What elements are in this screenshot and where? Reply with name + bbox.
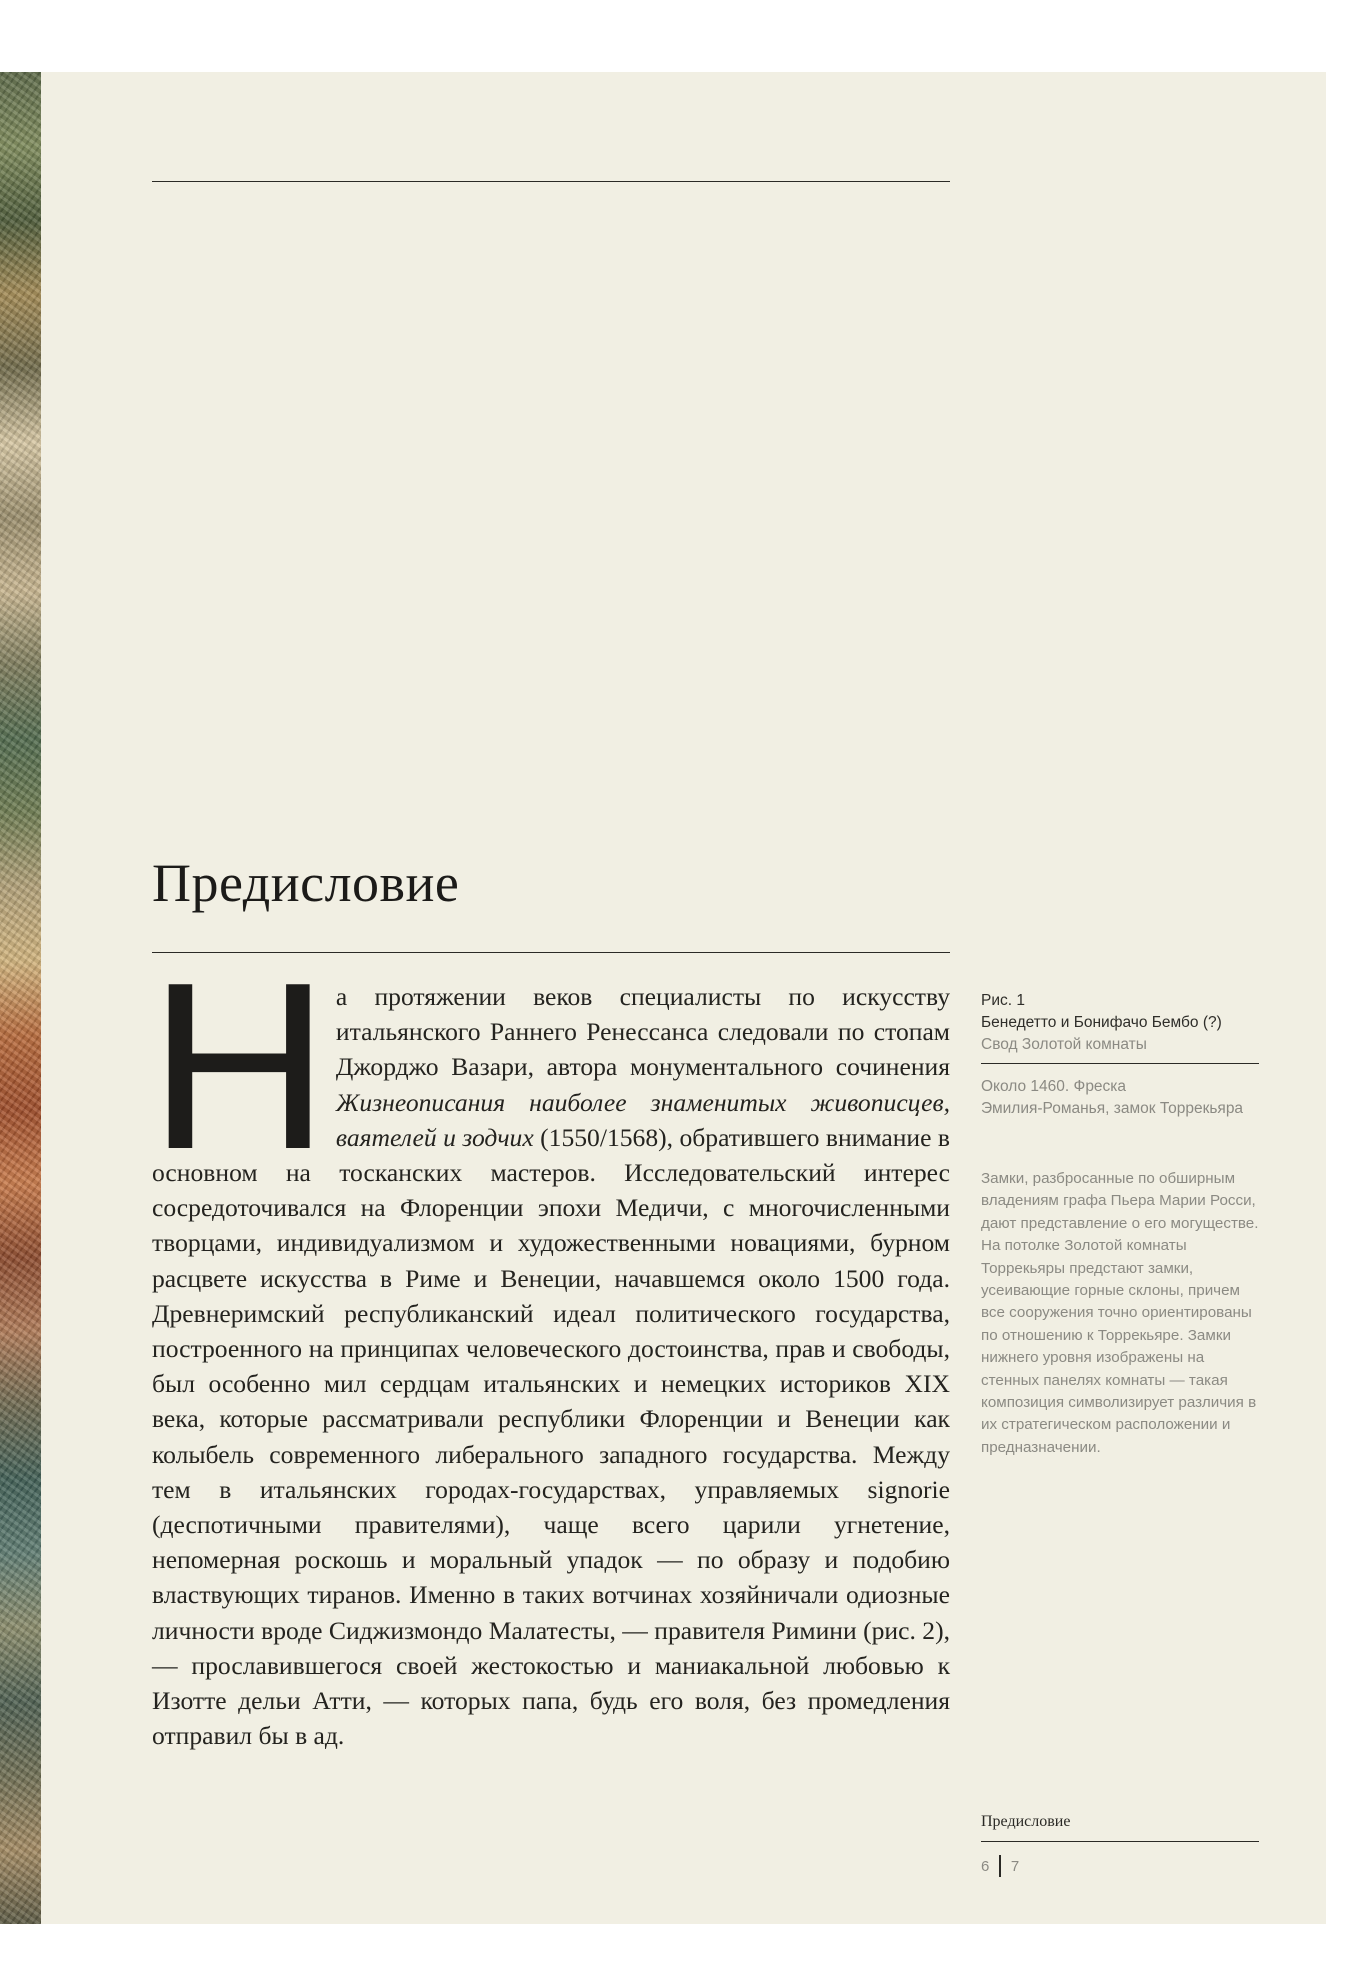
page-number-separator: [999, 1855, 1001, 1877]
fresco-image-strip: [0, 72, 41, 1924]
figure-meta: [981, 1076, 1259, 1120]
top-rule: [152, 181, 950, 182]
page-number-right: 7: [1010, 1857, 1020, 1875]
figure-date-medium: Около 1460. Фреска: [981, 1078, 1127, 1095]
running-footer-section: Предисловие: [981, 1813, 1071, 1830]
book-title-italic: Жизнеописания наиболее знаменитых живописцев, ваятелей и зодчих: [335, 1087, 950, 1152]
figure-author: Бенедетто и Бонифачо Бембо (?): [981, 1014, 1222, 1031]
page-number-left: 6: [981, 1857, 990, 1875]
body-text-part-1: а протяжении веков специалисты по искусству итальянского Раннего Ренессанса следовали по стопам Джорджо Вазари, автора монументального сочинения: [335, 982, 950, 1082]
caption-rule: [981, 1063, 1259, 1064]
body-text-part-2: (1550/1568), обратившего внимание в основном на тосканских мастеров. Исследовательский интерес сосредоточивался на Флоренции эпохи Медичи, с многочисленными творцами, индивидуализмом и художественными новациями, бурном расцвете искусства в Риме и Венеции, начавшемся около 1500 года. Древнеримский республиканский идеал политического государства, построенного на принципах человеческого достоинства, прав и свободы, был особенно мил сердцам итальянских и немецких историков XIX века, которые рассматривали республики Флоренции и Венеции как колыбель современного либерального западного государства. Между тем в итальянских городах-государствах, управляемых signorie (деспотичными правителями), чаще всего царили угнетение, непомерная роскошь и моральный упадок — по образу и подобию властвующих тиранов. Именно в таких вотчинах хозяйничали одиозные личности вроде Сиджизмондо Малатесты, — правителя Римини (рис. 2), — прославившегося своей жестокостью и маниакальной любовью к Изотте дельи Атти, — которых папа, будь его воля, без промедления отправил бы в ад.: [152, 1122, 950, 1751]
figure-location: Эмилия-Романья, замок Торрекьяра: [981, 1100, 1244, 1117]
footer-rule: [981, 1841, 1259, 1842]
chapter-title: Предисловие: [152, 853, 460, 913]
figure-description: Замки, разбросанные по обширным владениям графа Пьера Марии Росси, дают представление о его могуществе. На потолке Золотой комнаты Торрекьяры предстают замки, усеивающие горные склоны, причем все сооружения точно ориентированы по отношению к Торрекьяре. Замки нижнего уровня изображены на стенных панелях комнаты — такая композиция символизирует различия в их стратегическом расположении и предназначении.: [981, 1170, 1259, 1456]
figure-title: Свод Золотой комнаты: [981, 1036, 1147, 1053]
figure-label: Рис. 1: [981, 992, 1025, 1009]
body-paragraph: [148, 934, 950, 1753]
book-page: [0, 72, 1326, 1924]
page-numbers: [981, 1855, 1019, 1877]
drop-cap: Н: [148, 934, 331, 1199]
